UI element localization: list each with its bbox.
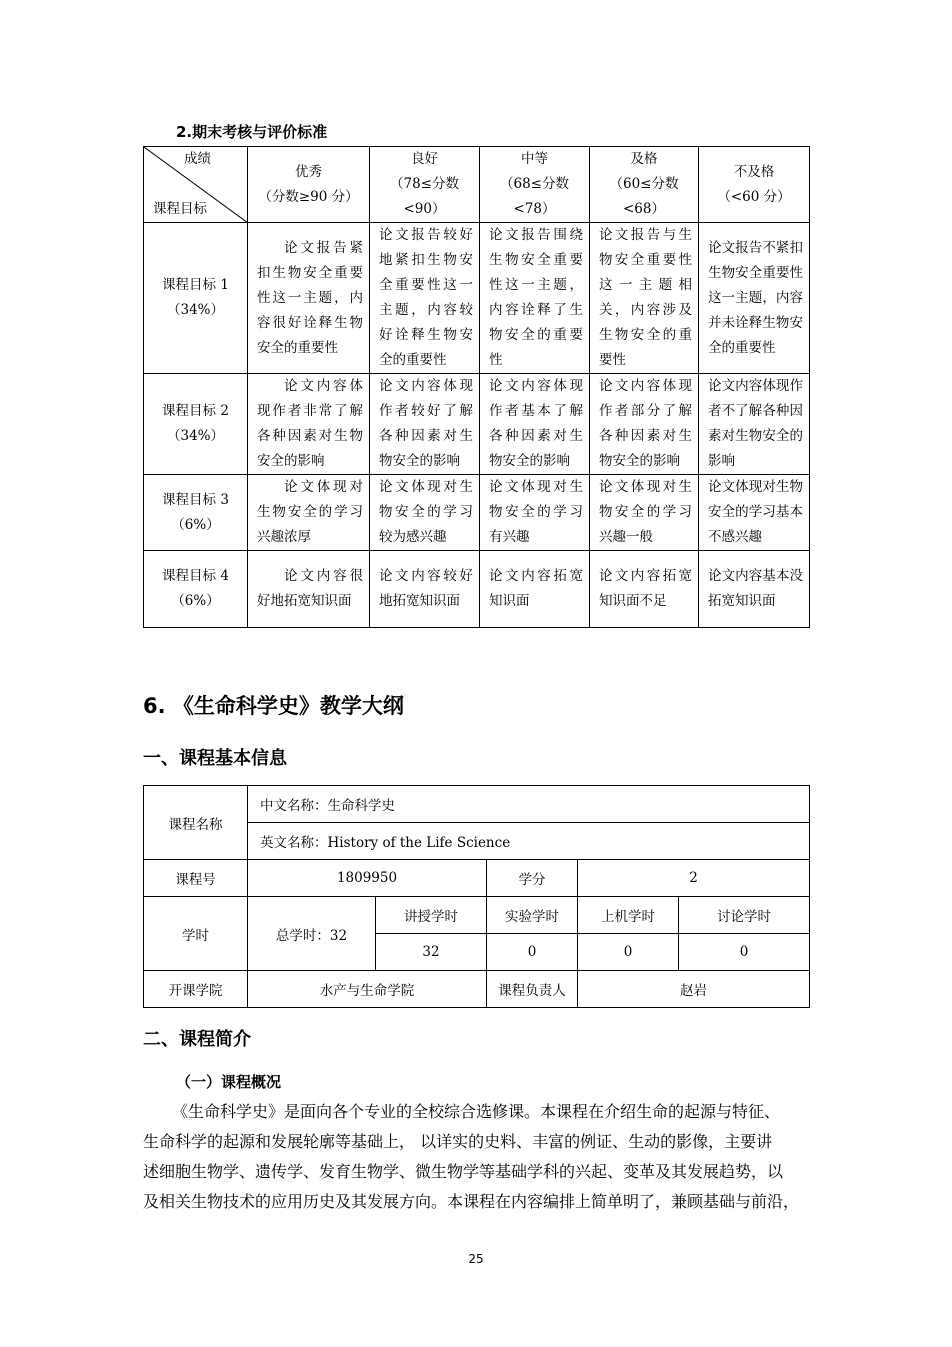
intro-heading: 二、课程简介: [143, 1029, 251, 1050]
course-no-label: 课程号: [144, 860, 248, 897]
grading-table: [143, 146, 810, 628]
cn-name: 中文名称：生命科学史: [248, 786, 810, 823]
table-row: [144, 551, 810, 628]
table-row: [144, 374, 810, 475]
criterion-cell: 论文报告与生物安全重要性这一主题相关，内容涉及生物安全的重要性: [590, 223, 699, 374]
overview-heading: （一）课程概况: [176, 1073, 282, 1091]
criterion-cell: 论文报告不紧扣生物安全重要性这一主题，内容并未诠释生物安全的重要性: [699, 223, 810, 374]
computer-hours: 0: [578, 934, 679, 971]
criterion-cell: 论文体现对生物安全的学习有兴趣: [480, 475, 590, 551]
overview-line: 述细胞生物学、遗传学、发育生物学、微生物学等基础学科的兴起、变革及其发展趋势，以: [143, 1162, 784, 1181]
table-row: [144, 475, 810, 551]
overview-line: 生命科学的起源和发展轮廓等基础上， 以详实的史料、丰富的例证、生动的影像，主要讲: [143, 1132, 773, 1151]
criterion-cell: 论文内容拓宽知识面不足: [590, 551, 699, 628]
goal-cell: 课程目标 2 （34%）: [144, 374, 248, 475]
page-number: 25: [468, 1252, 484, 1266]
criterion-cell: 论文体现对生物安全的学习兴趣一般: [590, 475, 699, 551]
diagonal-header-cell: [144, 147, 248, 223]
basic-info-heading: 一、课程基本信息: [143, 748, 287, 769]
section-title: 6. 《生命科学史》教学大纲: [143, 694, 404, 718]
goal-cell: 课程目标 1 （34%）: [144, 223, 248, 374]
level-header-good: 良好 （78≤分数 <90）: [370, 147, 480, 223]
criterion-cell: 论文报告围绕生物安全重要性这一主题，内容诠释了生物安全的重要性: [480, 223, 590, 374]
grading-heading: 2.期末考核与评价标准: [176, 123, 328, 141]
criterion-cell: 论文内容体现作者不了解各种因素对生物安全的影响: [699, 374, 810, 475]
overview-line: 《生命科学史》是面向各个专业的全校综合选修课。本课程在介绍生命的起源与特征、: [172, 1102, 781, 1121]
overview-line: 及相关生物技术的应用历史及其发展方向。本课程在内容编排上简单明了，兼顾基础与前沿，: [143, 1192, 800, 1211]
course-no: 1809950: [248, 860, 487, 897]
table-row: [144, 897, 810, 934]
table-row: [144, 860, 810, 897]
criterion-cell: 论文内容体现作者部分了解各种因素对生物安全的影响: [590, 374, 699, 475]
table-row: [144, 223, 810, 374]
corner-score-label: 成绩: [184, 151, 211, 167]
computer-label: 上机学时: [578, 897, 679, 934]
goal-cell: 课程目标 4 （6%）: [144, 551, 248, 628]
level-header-excellent: 优秀 （分数≥90 分）: [248, 147, 370, 223]
goal-cell: 课程目标 3 （6%）: [144, 475, 248, 551]
level-header-medium: 中等 （68≤分数 <78）: [480, 147, 590, 223]
criterion-cell: 论文内容较好地拓宽知识面: [370, 551, 480, 628]
course-name-label: 课程名称: [144, 786, 248, 860]
criterion-cell: 论文体现对生物安全的学习兴趣浓厚: [248, 475, 370, 551]
criterion-cell: 论文体现对生物安全的学习基本不感兴趣: [699, 475, 810, 551]
discussion-label: 讨论学时: [679, 897, 810, 934]
criterion-cell: 论文内容很好地拓宽知识面: [248, 551, 370, 628]
criterion-cell: 论文报告较好地紧扣生物安全重要性这一主题，内容较好诠释生物安全的重要性: [370, 223, 480, 374]
table-row: [144, 786, 810, 823]
credit-value: 2: [578, 860, 810, 897]
hours-label: 学时: [144, 897, 248, 971]
lecture-hours: 32: [376, 934, 487, 971]
grading-header-row: [144, 147, 810, 223]
discussion-hours: 0: [679, 934, 810, 971]
criterion-cell: 论文内容基本没拓宽知识面: [699, 551, 810, 628]
criterion-cell: 论文报告紧扣生物安全重要性这一主题，内容很好诠释生物安全的重要性: [248, 223, 370, 374]
criterion-cell: 论文体现对生物安全的学习较为感兴趣: [370, 475, 480, 551]
table-row: [144, 971, 810, 1008]
en-name: 英文名称：History of the Life Science: [248, 823, 810, 860]
lecture-label: 讲授学时: [376, 897, 487, 934]
level-header-pass: 及格 （60≤分数 <68）: [590, 147, 699, 223]
college-label: 开课学院: [144, 971, 248, 1008]
college-value: 水产与生命学院: [248, 971, 487, 1008]
criterion-cell: 论文内容体现作者基本了解各种因素对生物安全的影响: [480, 374, 590, 475]
credit-label: 学分: [487, 860, 578, 897]
lab-label: 实验学时: [487, 897, 578, 934]
criterion-cell: 论文内容体现作者较好了解各种因素对生物安全的影响: [370, 374, 480, 475]
criterion-cell: 论文内容体现作者非常了解各种因素对生物安全的影响: [248, 374, 370, 475]
course-info-table: [143, 785, 810, 1008]
criterion-cell: 论文内容拓宽知识面: [480, 551, 590, 628]
level-header-fail: 不及格 （<60 分）: [699, 147, 810, 223]
leader-value: 赵岩: [578, 971, 810, 1008]
leader-label: 课程负责人: [487, 971, 578, 1008]
lab-hours: 0: [487, 934, 578, 971]
corner-goal-label: 课程目标: [153, 201, 207, 217]
total-hours: 总学时：32: [248, 897, 376, 971]
